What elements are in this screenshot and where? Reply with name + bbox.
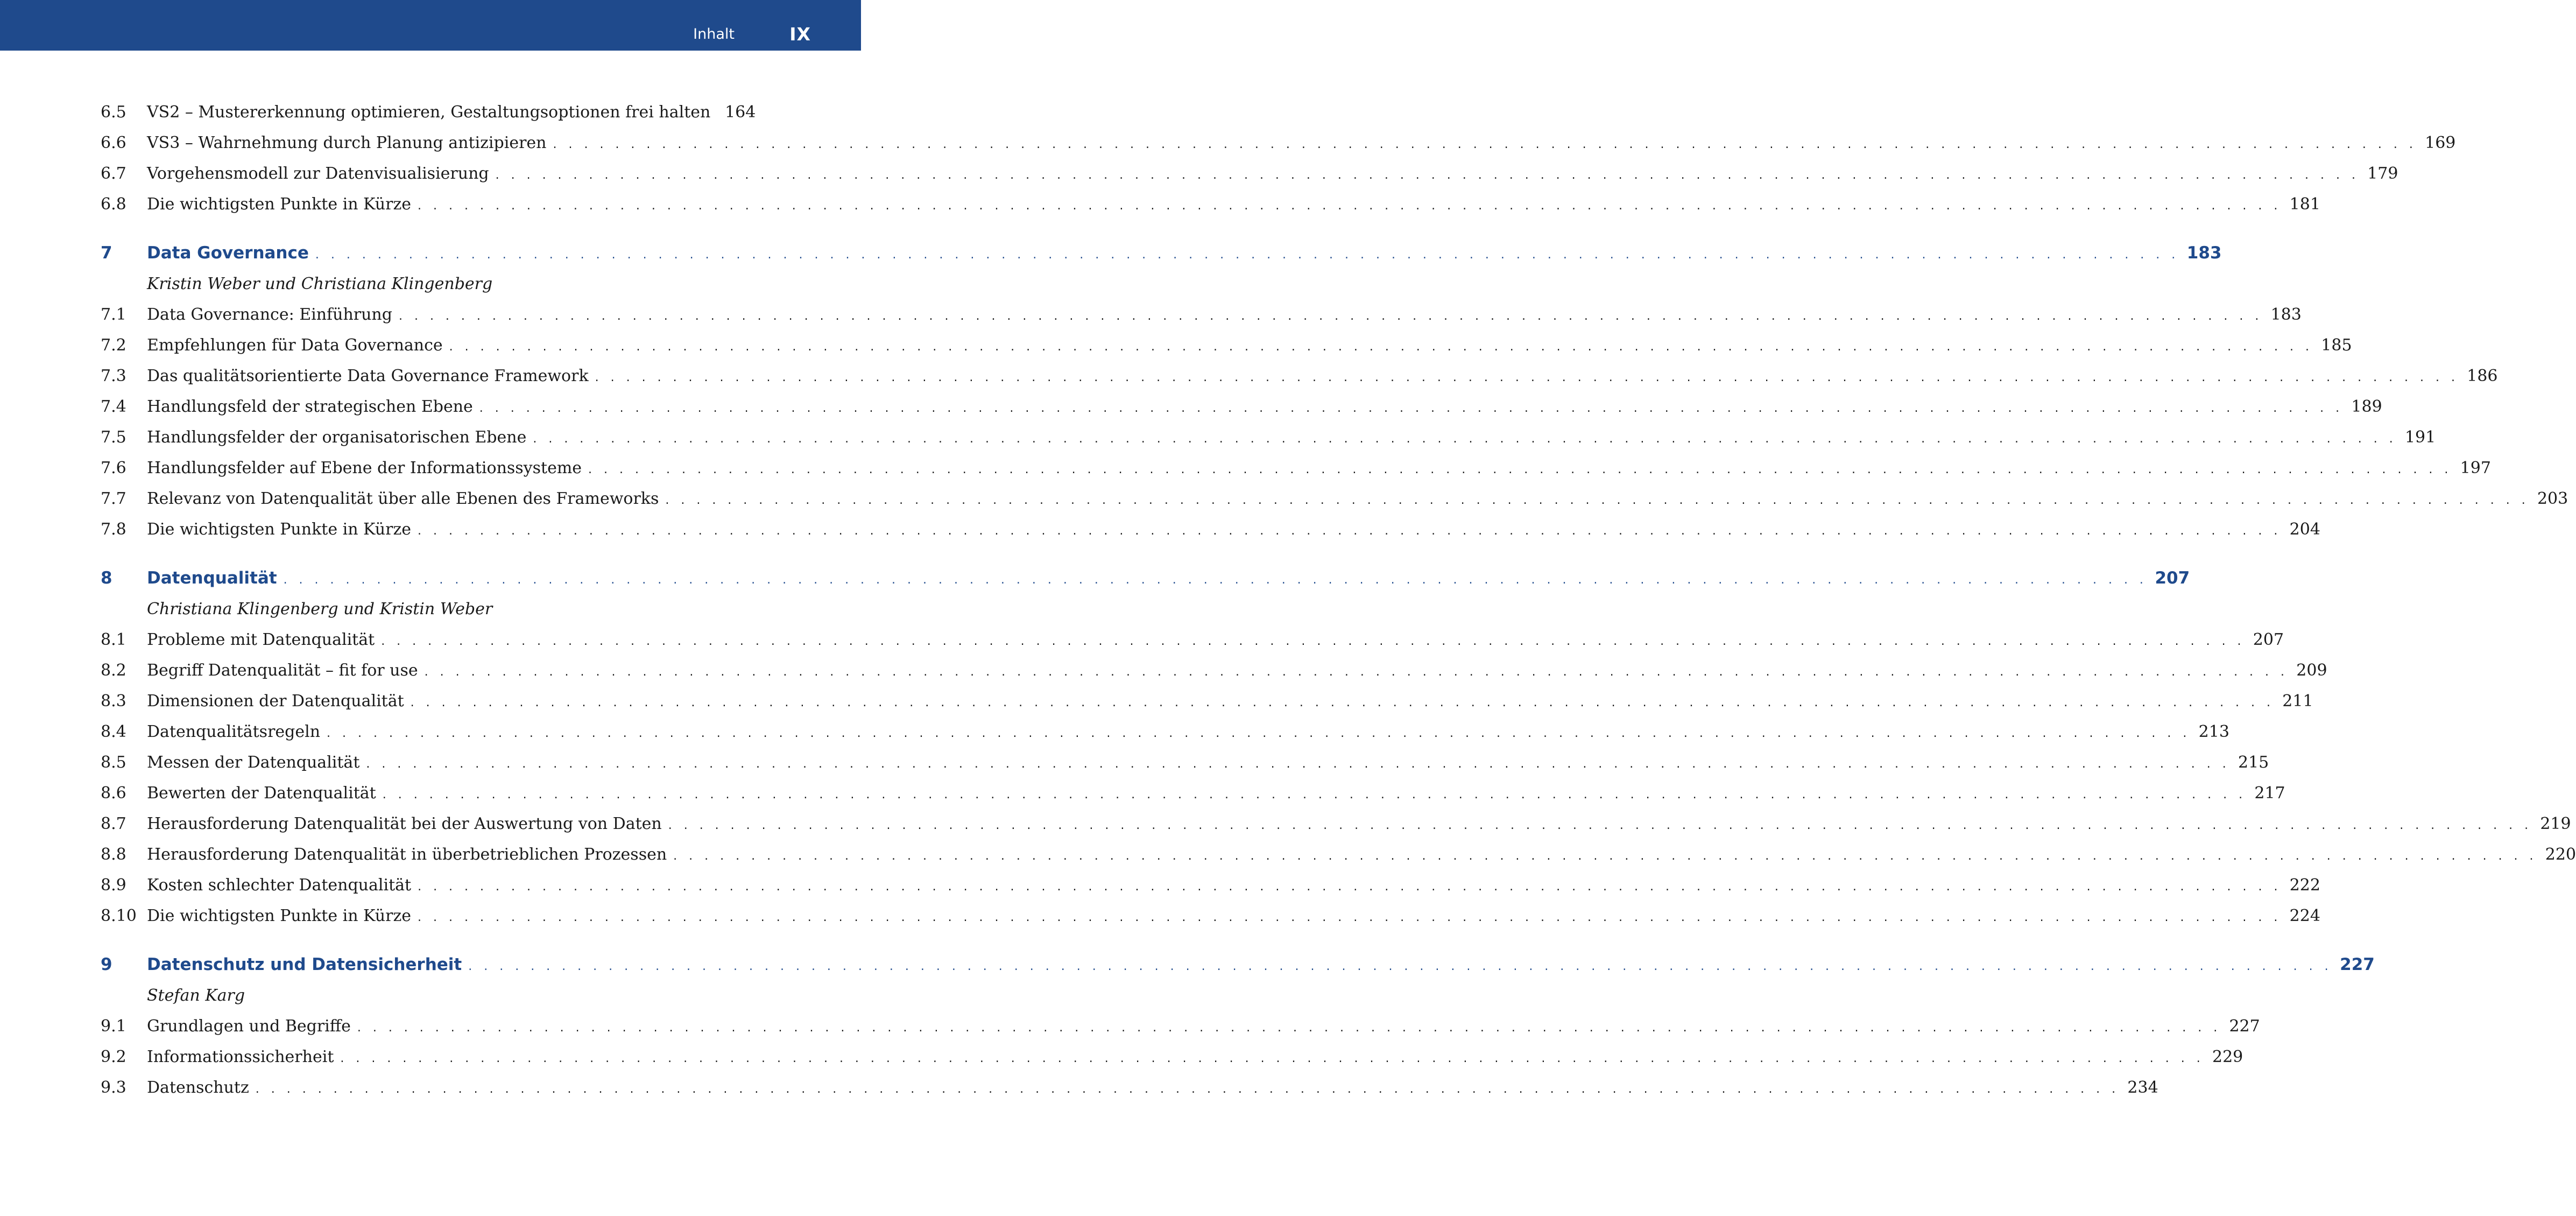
entry-number: 8.2 [101,661,126,680]
toc-section-entry[interactable] [101,483,2568,514]
entry-number: 8.6 [101,784,126,803]
entry-page-number: 215 [2238,753,2269,772]
entry-title: Informationssicherheit [147,1048,334,1066]
entry-number: 9 [101,955,112,974]
entry-page-number: 179 [2367,164,2398,183]
header-section-title: Inhalt [693,26,735,43]
entry-page-number: 220 [2545,845,2576,864]
chapter-authors [101,980,736,1011]
toc-section-entry[interactable] [101,870,2320,901]
entry-title: Probleme mit Datenqualität [147,630,375,649]
toc-section-entry[interactable] [101,686,2313,716]
entry-page-number: 164 [725,103,756,122]
entry-number: 7.4 [101,397,126,416]
entry-page-number: 204 [2289,520,2320,539]
entry-number: 6.8 [101,195,126,214]
entry-title: Die wichtigsten Punkte in Kürze [147,520,412,539]
toc-section-entry[interactable] [101,453,2491,483]
dot-leader: . . . . . . . . . . . . . . . . . . . . . . . . . . . . . . . . . . . . . . . . . . . . . . . . . . . . . . . . . . . . . . . . . . . . . . . . . . . . . . . . . . . . . . . . . . . . . . . . . . . . . . . . . . . . . . . . . . . . . . . . [588,463,2452,476]
entry-number: 7.7 [101,489,126,508]
dot-leader: . . . . . . . . . . . . . . . . . . . . . . . . . . . . . . . . . . . . . . . . . . . . . . . . . . . . . . . . . . . . . . . . . . . . . . . . . . . . . . . . . . . . . . . . . . . . . . . . . . . . . . . . . . . . . . . . . . . . . . . . [255,1083,2120,1096]
entry-page-number: 209 [2296,661,2327,680]
entry-title: Data Governance [147,243,309,263]
toc-section-entry[interactable] [101,422,2436,453]
entry-number: 9.3 [101,1078,126,1097]
entry-number: 8.8 [101,845,126,864]
entry-page-number: 181 [2289,195,2320,214]
entry-number: 7.3 [101,367,126,385]
entry-page-number: 234 [2127,1078,2158,1097]
entry-number: 6.5 [101,103,126,122]
entry-page-number: 183 [2186,243,2222,263]
entry-title: Kosten schlechter Datenqualität [147,876,412,895]
toc-section-entry[interactable] [101,330,2352,361]
dot-leader: . . . . . . . . . . . . . . . . . . . . . . . . . . . . . . . . . . . . . . . . . . . . . . . . . . . . . . . . . . . . . . . . . . . . . . . . . . . . . . . . . . . . . . . . . . . . . . . . . . . . . . . . . . . . . . . . . . . . . . . . [382,788,2247,802]
toc-section-entry[interactable] [101,189,2320,220]
toc-section-entry[interactable] [101,809,2571,839]
entry-title: Messen der Datenqualität [147,753,360,772]
entry-number: 8.1 [101,630,126,649]
entry-page-number: 224 [2289,906,2320,925]
entry-title: Die wichtigsten Punkte in Kürze [147,195,412,214]
entry-page-number: 185 [2321,336,2352,355]
toc-chapter-entry[interactable] [101,950,2375,980]
entry-number: 9.2 [101,1048,126,1066]
header-page-number: IX [789,24,811,45]
toc-section-entry[interactable] [101,514,2320,545]
entry-number: 6.7 [101,164,126,183]
dot-leader: . . . . . . . . . . . . . . . . . . . . . . . . . . . . . . . . . . . . . . . . . . . . . . . . . . . . . . . . . . . . . . . . . . . . . . . . . . . . . . . . . . . . . . . . . . . . . . . . . . . . . . . . . . . . . . . . . . . . . . . . [668,819,2532,832]
entry-page-number: 213 [2198,722,2229,741]
toc-section-entry[interactable] [101,747,2269,778]
dot-leader: . . . . . . . . . . . . . . . . . . . . . . . . . . . . . . . . . . . . . . . . . . . . . . . . . . . . . . . . . . . . . . . . . . . . . . . . . . . . . . . . . . . . . . . . . . . . . . . . . . . . . . . . . . . . . . . . . . . . . . . . [495,168,2360,182]
entry-number: 9.1 [101,1017,126,1036]
dot-leader: . . . . . . . . . . . . . . . . . . . . . . . . . . . . . . . . . . . . . . . . . . . . . . . . . . . . . . . . . . . . . . . . . . . . . . . . . . . . . . . . . . . . . . . . . . . . . . . . . . . . . . . . . . . . . . . . . . . . . . . . [449,340,2313,354]
toc-section-entry[interactable] [101,624,2284,655]
entry-number: 8.3 [101,692,126,711]
author-names: Stefan Karg [147,986,245,1005]
toc-section-entry[interactable] [101,901,2320,931]
dot-leader: . . . . . . . . . . . . . . . . . . . . . . . . . . . . . . . . . . . . . . . . . . . . . . . . . . . . . . . . . . . . . . . . . . . . . . . . . . . . . . . . . . . . . . . . . . . . . . . . . . . . . . . . . . . . . . . . . . . . . . . . [468,960,2333,973]
entry-title: Handlungsfelder der organisatorischen Ebene [147,428,527,447]
entry-title: Bewerten der Datenqualität [147,784,376,803]
table-of-contents [101,97,2576,1103]
entry-page-number: 207 [2155,568,2190,588]
toc-section-entry[interactable] [101,839,2576,870]
entry-title: Begriff Datenqualität – fit for use [147,661,418,680]
entry-title: Das qualitätsorientierte Data Governance Framework [147,367,589,385]
entry-number: 8.10 [101,906,137,925]
entry-number: 8.9 [101,876,126,895]
entry-title: Die wichtigsten Punkte in Kürze [147,906,412,925]
entry-number: 8.7 [101,814,126,833]
entry-page-number: 203 [2537,489,2568,508]
entry-page-number: 186 [2467,367,2498,385]
dot-leader: . . . . . . . . . . . . . . . . . . . . . . . . . . . . . . . . . . . . . . . . . . . . . . . . . . . . . . . . . . . . . . . . . . . . . . . . . . . . . . . . . . . . . . . . . . . . . . . . . . . . . . . . . . . . . . . . . . . . . . . . [381,635,2246,648]
toc-section-entry[interactable] [101,97,756,128]
entry-number: 7.5 [101,428,126,447]
dot-leader: . . . . . . . . . . . . . . . . . . . . . . . . . . . . . . . . . . . . . . . . . . . . . . . . . . . . . . . . . . . . . . . . . . . . . . . . . . . . . . . . . . . . . . . . . . . . . . . . . . . . . . . . . . . . . . . . . . . . . . . . [283,573,2148,587]
dot-leader: . . . . . . . . . . . . . . . . . . . . . . . . . . . . . . . . . . . . . . . . . . . . . . . . . . . . . . . . . . . . . . . . . . . . . . . . . . . . . . . . . . . . . . . . . . . . . . . . . . . . . . . . . . . . . . . . . . . . . . . . [410,696,2275,709]
entry-page-number: 219 [2540,814,2571,833]
dot-leader: . . . . . . . . . . . . . . . . . . . . . . . . . . . . . . . . . . . . . . . . . . . . . . . . . . . . . . . . . . . . . . . . . . . . . . . . . . . . . . . . . . . . . . . . . . . . . . . . . . . . . . . . . . . . . . . . . . . . . . . . [340,1052,2205,1065]
entry-page-number: 191 [2404,428,2436,447]
entry-page-number: 183 [2270,305,2302,324]
entry-page-number: 197 [2460,459,2491,477]
dot-leader: . . . . . . . . . . . . . . . . . . . . . . . . . . . . . . . . . . . . . . . . . . . . . . . . . . . . . . . . . . . . . . . . . . . . . . . . . . . . . . . . . . . . . . . . . . . . . . . . . . . . . . . . . . . . . . . . . . . . . . . . [418,199,2282,213]
entry-title: Datenqualitätsregeln [147,722,321,741]
dot-leader: . . . . . . . . . . . . . . . . . . . . . . . . . . . . . . . . . . . . . . . . . . . . . . . . . . . . . . . . . . . . . . . . . . . . . . . . . . . . . . . . . . . . . . . . . . . . . . . . . . . . . . . . . . . . . . . . . . . . . . . . [327,727,2191,740]
entry-number: 7.8 [101,520,126,539]
entry-title: Vorgehensmodell zur Datenvisualisierung [147,164,489,183]
entry-page-number: 189 [2351,397,2382,416]
entry-number: 7 [101,243,112,263]
entry-title: Handlungsfeld der strategischen Ebene [147,397,473,416]
entry-number: 8.4 [101,722,126,741]
entry-page-number: 227 [2229,1017,2260,1036]
entry-page-number: 169 [2425,133,2456,152]
entry-number: 8.5 [101,753,126,772]
entry-number: 7.2 [101,336,126,355]
entry-title: Empfehlungen für Data Governance [147,336,443,355]
entry-title: Datenqualität [147,568,277,588]
entry-title: Dimensionen der Datenqualität [147,692,404,711]
entry-number: 7.1 [101,305,126,324]
toc-section-entry[interactable] [101,1011,2260,1042]
dot-leader: . . . . . . . . . . . . . . . . . . . . . . . . . . . . . . . . . . . . . . . . . . . . . . . . . . . . . . . . . . . . . . . . . . . . . . . . . . . . . . . . . . . . . . . . . . . . . . . . . . . . . . . . . . . . . . . . . . . . . . . . [357,1021,2221,1035]
toc-section-entry[interactable] [101,391,2382,422]
author-names: Christiana Klingenberg und Kristin Weber [147,600,493,618]
dot-leader: . . . . . . . . . . . . . . . . . . . . . . . . . . . . . . . . . . . . . . . . . . . . . . . . . . . . . . . . . . . . . . . . . . . . . . . . . . . . . . . . . . . . . . . . . . . . . . . . . . . . . . . . . . . . . . . . . . . . . . . . [418,880,2282,894]
dot-leader: . . . . . . . . . . . . . . . . . . . . . . . . . . . . . . . . . . . . . . . . . . . . . . . . . . . . . . . . . . . . . . . . . . . . . . . . . . . . . . . . . . . . . . . . . . . . . . . . . . . . . . . . . . . . . . . . . . . . . . . . [418,524,2282,538]
toc-section-entry[interactable] [101,158,2398,189]
toc-section-entry[interactable] [101,1072,2158,1103]
entry-number: 7.6 [101,459,126,477]
toc-section-entry[interactable] [101,778,2285,809]
entry-title: Relevanz von Datenqualität über alle Ebenen des Frameworks [147,489,659,508]
entry-title: VS3 – Wahrnehmung durch Planung antizipieren [147,133,547,152]
toc-chapter-entry[interactable] [101,563,2190,594]
dot-leader: . . . . . . . . . . . . . . . . . . . . . . . . . . . . . . . . . . . . . . . . . . . . . . . . . . . . . . . . . . . . . . . . . . . . . . . . . . . . . . . . . . . . . . . . . . . . . . . . . . . . . . . . . . . . . . . . . . . . . . . . [366,757,2231,771]
entry-number: 6.6 [101,133,126,152]
dot-leader: . . . . . . . . . . . . . . . . . . . . . . . . . . . . . . . . . . . . . . . . . . . . . . . . . . . . . . . . . . . . . . . . . . . . . . . . . . . . . . . . . . . . . . . . . . . . . . . . . . . . . . . . . . . . . . . . . . . . . . . . [553,138,2417,151]
toc-section-entry[interactable] [101,1042,2243,1072]
dot-leader: . . . . . . . . . . . . . . . . . . . . . . . . . . . . . . . . . . . . . . . . . . . . . . . . . . . . . . . . . . . . . . . . . . . . . . . . . . . . . . . . . . . . . . . . . . . . . . . . . . . . . . . . . . . . . . . . . . . . . . . . [665,494,2530,507]
entry-title: Herausforderung Datenqualität bei der Auswertung von Daten [147,814,662,833]
toc-section-entry[interactable] [101,128,2456,158]
dot-leader: . . . . . . . . . . . . . . . . . . . . . . . . . . . . . . . . . . . . . . . . . . . . . . . . . . . . . . . . . . . . . . . . . . . . . . . . . . . . . . . . . . . . . . . . . . . . . . . . . . . . . . . . . . . . . . . . . . . . . . . . [673,849,2538,863]
dot-leader: . . . . . . . . . . . . . . . . . . . . . . . . . . . . . . . . . . . . . . . . . . . . . . . . . . . . . . . . . . . . . . . . . . . . . . . . . . . . . . . . . . . . . . . . . . . . . . . . . . . . . . . . . . . . . . . . . . . . . . . . [595,371,2459,384]
entry-page-number: 207 [2253,630,2284,649]
toc-section-entry[interactable] [101,716,2229,747]
entry-page-number: 227 [2340,955,2375,974]
dot-leader: . . . . . . . . . . . . . . . . . . . . . . . . . . . . . . . . . . . . . . . . . . . . . . . . . . . . . . . . . . . . . . . . . . . . . . . . . . . . . . . . . . . . . . . . . . . . . . . . . . . . . . . . . . . . . . . . . . . . . . . . [398,310,2263,323]
entry-page-number: 229 [2212,1048,2243,1066]
dot-leader: . . . . . . . . . . . . . . . . . . . . . . . . . . . . . . . . . . . . . . . . . . . . . . . . . . . . . . . . . . . . . . . . . . . . . . . . . . . . . . . . . . . . . . . . . . . . . . . . . . . . . . . . . . . . . . . . . . . . . . . . [418,911,2282,924]
entry-page-number: 222 [2289,876,2320,895]
chapter-authors [101,594,736,624]
entry-title: Handlungsfelder auf Ebene der Informationssysteme [147,459,582,477]
dot-leader: . . . . . . . . . . . . . . . . . . . . . . . . . . . . . . . . . . . . . . . . . . . . . . . . . . . . . . . . . . . . . . . . . . . . . . . . . . . . . . . . . . . . . . . . . . . . . . . . . . . . . . . . . . . . . . . . . . . . . . . . [315,248,2179,262]
chapter-authors [101,269,736,299]
toc-section-entry[interactable] [101,299,2302,330]
dot-leader: . . . . . . . . . . . . . . . . . . . . . . . . . . . . . . . . . . . . . . . . . . . . . . . . . . . . . . . . . . . . . . . . . . . . . . . . . . . . . . . . . . . . . . . . . . . . . . . . . . . . . . . . . . . . . . . . . . . . . . . . [533,432,2397,446]
entry-number: 8 [101,568,112,588]
toc-chapter-entry[interactable] [101,238,2222,269]
author-names: Kristin Weber und Christiana Klingenberg [147,275,493,293]
entry-page-number: 217 [2254,784,2285,803]
entry-title: VS2 – Mustererkennung optimieren, Gestaltungsoptionen frei halten [147,103,711,122]
toc-section-entry[interactable] [101,655,2327,686]
running-header [0,0,861,51]
entry-title: Datenschutz und Datensicherheit [147,955,462,974]
dot-leader: . . . . . . . . . . . . . . . . . . . . . . . . . . . . . . . . . . . . . . . . . . . . . . . . . . . . . . . . . . . . . . . . . . . . . . . . . . . . . . . . . . . . . . . . . . . . . . . . . . . . . . . . . . . . . . . . . . . . . . . . [479,402,2344,415]
dot-leader: . . . . . . . . . . . . . . . . . . . . . . . . . . . . . . . . . . . . . . . . . . . . . . . . . . . . . . . . . . . . . . . . . . . . . . . . . . . . . . . . . . . . . . . . . . . . . . . . . . . . . . . . . . . . . . . . . . . . . . . . [424,665,2289,679]
entry-title: Datenschutz [147,1078,249,1097]
entry-title: Herausforderung Datenqualität in überbetrieblichen Prozessen [147,845,667,864]
entry-title: Data Governance: Einführung [147,305,392,324]
entry-page-number: 211 [2282,692,2313,711]
entry-title: Grundlagen und Begriffe [147,1017,351,1036]
toc-section-entry[interactable] [101,361,2498,391]
